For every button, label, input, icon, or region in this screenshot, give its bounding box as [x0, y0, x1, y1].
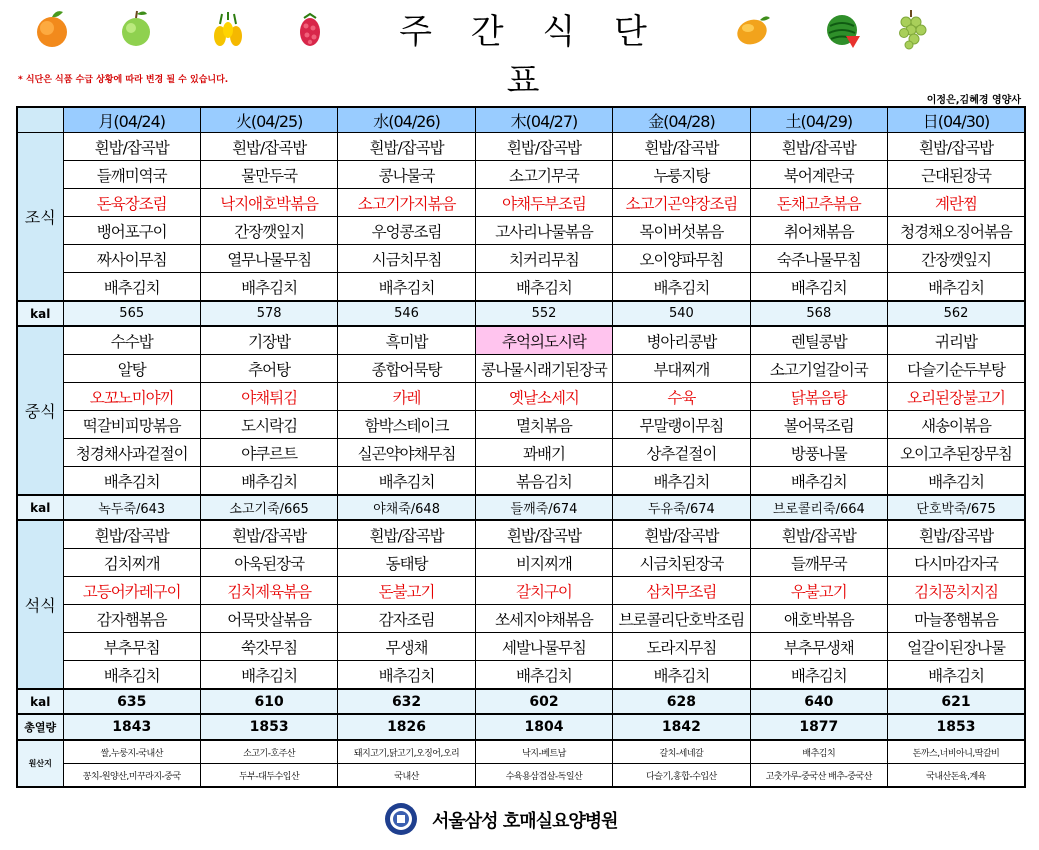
origin-item: 돈까스,너비아니,딱갈비	[888, 740, 1025, 764]
origin-item: 낙지-베트남	[475, 740, 612, 764]
menu-item: 감자조림	[338, 605, 475, 633]
menu-row	[17, 605, 1025, 633]
menu-row	[17, 467, 1025, 496]
menu-item: 배추김치	[888, 661, 1025, 690]
day-header: 金(04/28)	[613, 107, 750, 133]
kal-value: 브로콜리죽/664	[750, 495, 887, 520]
menu-item: 종합어묵탕	[338, 355, 475, 383]
menu-item: 흰밥/잡곡밥	[613, 133, 750, 161]
day-header: 月(04/24)	[63, 107, 200, 133]
menu-row	[17, 383, 1025, 411]
menu-row	[17, 577, 1025, 605]
menu-item: 흰밥/잡곡밥	[63, 520, 200, 549]
menu-item: 소고기무국	[475, 161, 612, 189]
kal-value: 632	[338, 689, 475, 714]
origin-item: 두부-대두수입산	[200, 764, 337, 788]
raspberry-icon	[288, 6, 332, 50]
menu-item: 도시락김	[200, 411, 337, 439]
menu-item: 감자햄볶음	[63, 605, 200, 633]
menu-item: 삼치무조림	[613, 577, 750, 605]
menu-item: 무말랭이무침	[613, 411, 750, 439]
menu-item: 들깨무국	[750, 549, 887, 577]
menu-item: 물만두국	[200, 161, 337, 189]
menu-item: 배추김치	[63, 661, 200, 690]
kal-value: 540	[613, 301, 750, 326]
menu-item: 흰밥/잡곡밥	[475, 520, 612, 549]
menu-row	[17, 326, 1025, 355]
menu-item: 부추무생채	[750, 633, 887, 661]
menu-item: 배추김치	[63, 467, 200, 496]
menu-item: 배추김치	[200, 661, 337, 690]
menu-item: 시금치된장국	[613, 549, 750, 577]
page-title: 주 간 식 단 표	[399, 12, 661, 101]
menu-item: 취어채볶음	[750, 217, 887, 245]
menu-item: 야쿠르트	[200, 439, 337, 467]
menu-item: 고사리나물볶음	[475, 217, 612, 245]
menu-item: 소고기곤약장조림	[613, 189, 750, 217]
kal-label: kal	[17, 495, 63, 520]
menu-item: 알탕	[63, 355, 200, 383]
menu-item: 새송이볶음	[888, 411, 1025, 439]
day-header: 木(04/27)	[475, 107, 612, 133]
origin-item: 쌀,누룽지-국내산	[63, 740, 200, 764]
menu-item: 흰밥/잡곡밥	[200, 133, 337, 161]
mango-icon	[730, 6, 774, 50]
kal-value: 628	[613, 689, 750, 714]
origin-item: 배추김치	[750, 740, 887, 764]
dietitian-names: 이정은,김혜경 영양사	[926, 95, 1021, 106]
menu-item: 상추겉절이	[613, 439, 750, 467]
menu-item: 카레	[338, 383, 475, 411]
menu-item: 배추김치	[888, 273, 1025, 302]
hospital-name: 서울삼성 호매실요양병원	[432, 811, 618, 832]
day-header: 日(04/30)	[888, 107, 1025, 133]
meal-label-dinner: 석식	[17, 520, 63, 689]
watermelon-icon	[820, 6, 864, 50]
menu-item: 소고기가지볶음	[338, 189, 475, 217]
menu-item: 오이고추된장무침	[888, 439, 1025, 467]
menu-item: 멸치볶음	[475, 411, 612, 439]
menu-item: 청경채오징어볶음	[888, 217, 1025, 245]
menu-item: 배추김치	[338, 661, 475, 690]
menu-item: 김치찌개	[63, 549, 200, 577]
menu-item: 돈불고기	[338, 577, 475, 605]
menu-item: 배추김치	[338, 467, 475, 496]
menu-item: 배추김치	[613, 467, 750, 496]
menu-item: 흑미밥	[338, 326, 475, 355]
menu-item: 수수밥	[63, 326, 200, 355]
kal-value: 야채죽/648	[338, 495, 475, 520]
kal-value: 568	[750, 301, 887, 326]
kal-value: 녹두죽/643	[63, 495, 200, 520]
menu-row	[17, 355, 1025, 383]
menu-item: 흰밥/잡곡밥	[888, 520, 1025, 549]
menu-item: 흰밥/잡곡밥	[338, 520, 475, 549]
menu-item: 배추김치	[613, 661, 750, 690]
menu-item: 쏘세지야채볶음	[475, 605, 612, 633]
meal-label-breakfast: 조식	[17, 133, 63, 302]
menu-row	[17, 161, 1025, 189]
menu-row	[17, 520, 1025, 549]
menu-item: 흰밥/잡곡밥	[613, 520, 750, 549]
menu-item: 마늘쫑햄볶음	[888, 605, 1025, 633]
weekly-menu-table	[16, 106, 1026, 788]
origin-item: 국내산돈육,계육	[888, 764, 1025, 788]
menu-item: 근대된장국	[888, 161, 1025, 189]
menu-row	[17, 189, 1025, 217]
menu-item: 쑥갓무침	[200, 633, 337, 661]
kal-value: 602	[475, 689, 612, 714]
menu-item: 닭볶음탕	[750, 383, 887, 411]
menu-item: 김치꽁치지짐	[888, 577, 1025, 605]
menu-item: 돈육장조림	[63, 189, 200, 217]
menu-item: 배추김치	[200, 273, 337, 302]
menu-item: 계란찜	[888, 189, 1025, 217]
origin-item: 다슬기,홍합-수입산	[613, 764, 750, 788]
menu-item: 흰밥/잡곡밥	[200, 520, 337, 549]
menu-item: 목이버섯볶음	[613, 217, 750, 245]
menu-item: 떡갈비피망볶음	[63, 411, 200, 439]
menu-row	[17, 411, 1025, 439]
menu-item: 우엉콩조림	[338, 217, 475, 245]
menu-item: 배추김치	[338, 273, 475, 302]
menu-item: 갈치구이	[475, 577, 612, 605]
menu-item: 다슬기순두부탕	[888, 355, 1025, 383]
origin-item: 소고기-호주산	[200, 740, 337, 764]
kal-value: 610	[200, 689, 337, 714]
origin-item: 고춧가루-중국산 배추-중국산	[750, 764, 887, 788]
kal-value: 소고기죽/665	[200, 495, 337, 520]
day-header: 水(04/26)	[338, 107, 475, 133]
menu-item: 함박스테이크	[338, 411, 475, 439]
menu-item: 야채튀김	[200, 383, 337, 411]
menu-item: 오이양파무침	[613, 245, 750, 273]
menu-item: 브로콜리단호박조림	[613, 605, 750, 633]
menu-item: 콩나물국	[338, 161, 475, 189]
menu-item: 흰밥/잡곡밥	[475, 133, 612, 161]
menu-item: 김치제육볶음	[200, 577, 337, 605]
menu-item: 렌틸콩밥	[750, 326, 887, 355]
menu-item: 흰밥/잡곡밥	[750, 133, 887, 161]
menu-item: 시금치무침	[338, 245, 475, 273]
menu-item: 누룽지탕	[613, 161, 750, 189]
kal-value: 578	[200, 301, 337, 326]
menu-item: 볶음김치	[475, 467, 612, 496]
menu-item: 콩나물시래기된장국	[475, 355, 612, 383]
menu-item: 우불고기	[750, 577, 887, 605]
menu-item: 북어계란국	[750, 161, 887, 189]
kal-value: 552	[475, 301, 612, 326]
kal-value: 565	[63, 301, 200, 326]
total-value: 1853	[200, 714, 337, 740]
menu-item: 배추김치	[63, 273, 200, 302]
total-value: 1853	[888, 714, 1025, 740]
menu-row	[17, 245, 1025, 273]
origin-item: 돼지고기,닭고기,오징어,오리	[338, 740, 475, 764]
kal-value: 621	[888, 689, 1025, 714]
menu-item: 병아리콩밥	[613, 326, 750, 355]
menu-item: 배추김치	[750, 273, 887, 302]
menu-item: 치커리무침	[475, 245, 612, 273]
menu-item: 무생채	[338, 633, 475, 661]
menu-item: 숙주나물무침	[750, 245, 887, 273]
kal-value: 두유죽/674	[613, 495, 750, 520]
origin-item: 꽁치-원양산,미꾸라지-중국	[63, 764, 200, 788]
change-notice: * 식단은 식품 수급 상황에 따라 변경 될 수 있습니다.	[18, 75, 229, 85]
grapes-icon	[890, 6, 934, 50]
menu-item: 실곤약야채무침	[338, 439, 475, 467]
menu-item: 배추김치	[888, 467, 1025, 496]
kal-value: 635	[63, 689, 200, 714]
origin-item: 국내산	[338, 764, 475, 788]
menu-item: 부추무침	[63, 633, 200, 661]
total-value: 1804	[475, 714, 612, 740]
yellow-pepper-icon	[206, 6, 250, 50]
menu-item: 청경채사과겉절이	[63, 439, 200, 467]
menu-item: 추어탕	[200, 355, 337, 383]
green-apple-icon	[114, 6, 158, 50]
origin-label: 원산지	[17, 740, 63, 787]
menu-item: 흰밥/잡곡밥	[338, 133, 475, 161]
menu-item: 배추김치	[475, 273, 612, 302]
menu-item: 들깨미역국	[63, 161, 200, 189]
menu-item: 부대찌개	[613, 355, 750, 383]
menu-item: 소고기얼갈이국	[750, 355, 887, 383]
menu-item: 뱅어포구이	[63, 217, 200, 245]
total-value: 1826	[338, 714, 475, 740]
menu-item: 흰밥/잡곡밥	[750, 520, 887, 549]
menu-item: 귀리밥	[888, 326, 1025, 355]
menu-row	[17, 633, 1025, 661]
header-corner	[17, 107, 63, 133]
kal-value: 546	[338, 301, 475, 326]
menu-row	[17, 549, 1025, 577]
menu-item: 배추김치	[750, 467, 887, 496]
total-value: 1843	[63, 714, 200, 740]
menu-item: 기장밥	[200, 326, 337, 355]
menu-item: 배추김치	[475, 661, 612, 690]
peach-icon	[30, 6, 74, 50]
menu-item: 방풍나물	[750, 439, 887, 467]
day-header: 土(04/29)	[750, 107, 887, 133]
menu-item: 다시마감자국	[888, 549, 1025, 577]
menu-item: 배추김치	[750, 661, 887, 690]
kal-value: 단호박죽/675	[888, 495, 1025, 520]
menu-item: 옛날소세지	[475, 383, 612, 411]
menu-row	[17, 273, 1025, 302]
origin-item: 갈치-세네갈	[613, 740, 750, 764]
menu-item: 꽈배기	[475, 439, 612, 467]
menu-row	[17, 439, 1025, 467]
origin-item: 수육용삼겹살-독일산	[475, 764, 612, 788]
menu-item: 고등어카레구이	[63, 577, 200, 605]
menu-item: 도라지무침	[613, 633, 750, 661]
menu-item: 오리된장불고기	[888, 383, 1025, 411]
kal-label: kal	[17, 301, 63, 326]
menu-item: 낙지애호박볶음	[200, 189, 337, 217]
menu-item: 수육	[613, 383, 750, 411]
menu-row	[17, 133, 1025, 161]
meal-label-lunch: 중식	[17, 326, 63, 495]
menu-item: 간장깻잎지	[200, 217, 337, 245]
menu-item: 비지찌개	[475, 549, 612, 577]
menu-item: 볼어묵조림	[750, 411, 887, 439]
kal-value: 640	[750, 689, 887, 714]
day-header: 火(04/25)	[200, 107, 337, 133]
hospital-logo-icon	[384, 802, 418, 836]
menu-item: 배추김치	[200, 467, 337, 496]
menu-item: 세발나물무침	[475, 633, 612, 661]
menu-item: 흰밥/잡곡밥	[888, 133, 1025, 161]
kal-value: 562	[888, 301, 1025, 326]
menu-item: 얼갈이된장나물	[888, 633, 1025, 661]
total-value: 1842	[613, 714, 750, 740]
menu-item: 흰밥/잡곡밥	[63, 133, 200, 161]
total-value: 1877	[750, 714, 887, 740]
menu-item: 열무나물무침	[200, 245, 337, 273]
total-label: 총열량	[17, 714, 63, 740]
menu-item: 애호박볶음	[750, 605, 887, 633]
kal-label: kal	[17, 689, 63, 714]
menu-item: 배추김치	[613, 273, 750, 302]
kal-value: 들깨죽/674	[475, 495, 612, 520]
menu-item: 돈채고추볶음	[750, 189, 887, 217]
menu-item: 간장깻잎지	[888, 245, 1025, 273]
menu-item: 아욱된장국	[200, 549, 337, 577]
menu-row	[17, 217, 1025, 245]
menu-item: 짜사이무침	[63, 245, 200, 273]
menu-row	[17, 661, 1025, 690]
menu-item: 오꼬노미야끼	[63, 383, 200, 411]
menu-item: 야채두부조림	[475, 189, 612, 217]
menu-item: 어묵맛살볶음	[200, 605, 337, 633]
menu-item: 추억의도시락	[475, 326, 612, 355]
menu-item: 동태탕	[338, 549, 475, 577]
